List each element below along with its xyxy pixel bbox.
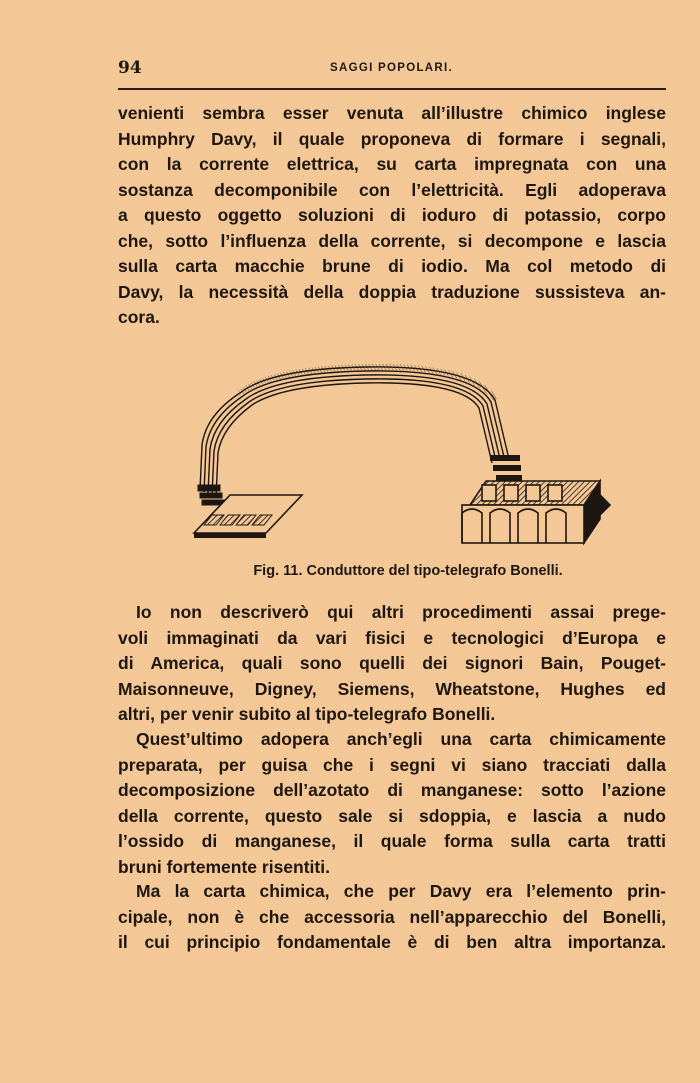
text-line: con la corrente elettrica, su carta impregnata con una bbox=[118, 154, 666, 174]
text-line: Maisonneuve, Digney, Siemens, Wheatstone, Hughes ed bbox=[118, 678, 666, 699]
text-line: il cui principio fondamentale è di ben altra importanza. bbox=[118, 932, 666, 952]
text-line: Quest’ultimo adopera anch’egli una carta chimicamente bbox=[136, 729, 666, 749]
text-line: Humphry Davy, il quale proponeva di formare i segnali, bbox=[118, 128, 666, 149]
text-line: preparata, per guisa che i segni vi siano tracciati dalla bbox=[118, 754, 666, 775]
text-line: cora. bbox=[118, 307, 160, 327]
text-line: altri, per venir subito al tipo-telegrafo Bonelli. bbox=[118, 704, 496, 724]
text-line: Davy, la necessità della doppia traduzione sussisteva an- bbox=[118, 281, 666, 302]
text-line: Ma la carta chimica, che per Davy era l’elemento prin- bbox=[136, 881, 666, 901]
text-line: a questo oggetto soluzioni di ioduro di potassio, corpo bbox=[118, 205, 666, 225]
text-line: che, sotto l’influenza della corrente, si decompone e lascia bbox=[118, 230, 666, 251]
paragraph-4 bbox=[118, 879, 666, 956]
figure-caption: Fig. 11. Conduttore del tipo-telegrafo Bonelli. bbox=[253, 563, 563, 579]
page-number: 94 bbox=[118, 58, 142, 78]
text-line: della corrente, questo sale si sdoppia, e lascia a nudo bbox=[118, 805, 666, 826]
text-line: venienti sembra esser venuta all’illustre chimico inglese bbox=[118, 103, 666, 123]
right-type-block bbox=[462, 481, 610, 543]
figure-conductor bbox=[190, 355, 620, 550]
text-line: sulla carta macchie brune di iodio. Ma col metodo di bbox=[118, 256, 666, 276]
right-terminals bbox=[490, 455, 522, 481]
text-line: cipale, non è che accessoria nell’apparecchio del Bonelli, bbox=[118, 906, 666, 927]
text-line: decomposizione dell’azotato di manganese: sotto l’azione bbox=[118, 780, 666, 800]
text-line: bruni fortemente risentiti. bbox=[118, 856, 330, 877]
paragraph-1 bbox=[118, 101, 666, 331]
wire-bundle bbox=[200, 367, 508, 498]
running-head: SAGGI POPOLARI. bbox=[330, 62, 454, 74]
text-line: Io non descriverò qui altri procedimenti assai prege- bbox=[136, 602, 666, 622]
text-line: voli immaginati da vari fisici e tecnologici d’Europa e bbox=[118, 627, 666, 648]
text-line: sostanza decomponibile con l’elettricità. Egli adoperava bbox=[118, 179, 666, 200]
paragraph-3 bbox=[118, 727, 666, 880]
conductor-illustration bbox=[190, 355, 620, 550]
paragraph-2 bbox=[118, 600, 666, 728]
text-line: l’ossido di manganese, il quale forma sulla carta tratti bbox=[118, 831, 666, 851]
left-terminals bbox=[198, 485, 224, 505]
page-header bbox=[118, 58, 666, 82]
header-rule bbox=[118, 88, 666, 90]
text-line: di America, quali sono quelli dei signori Bain, Pouget- bbox=[118, 653, 666, 673]
